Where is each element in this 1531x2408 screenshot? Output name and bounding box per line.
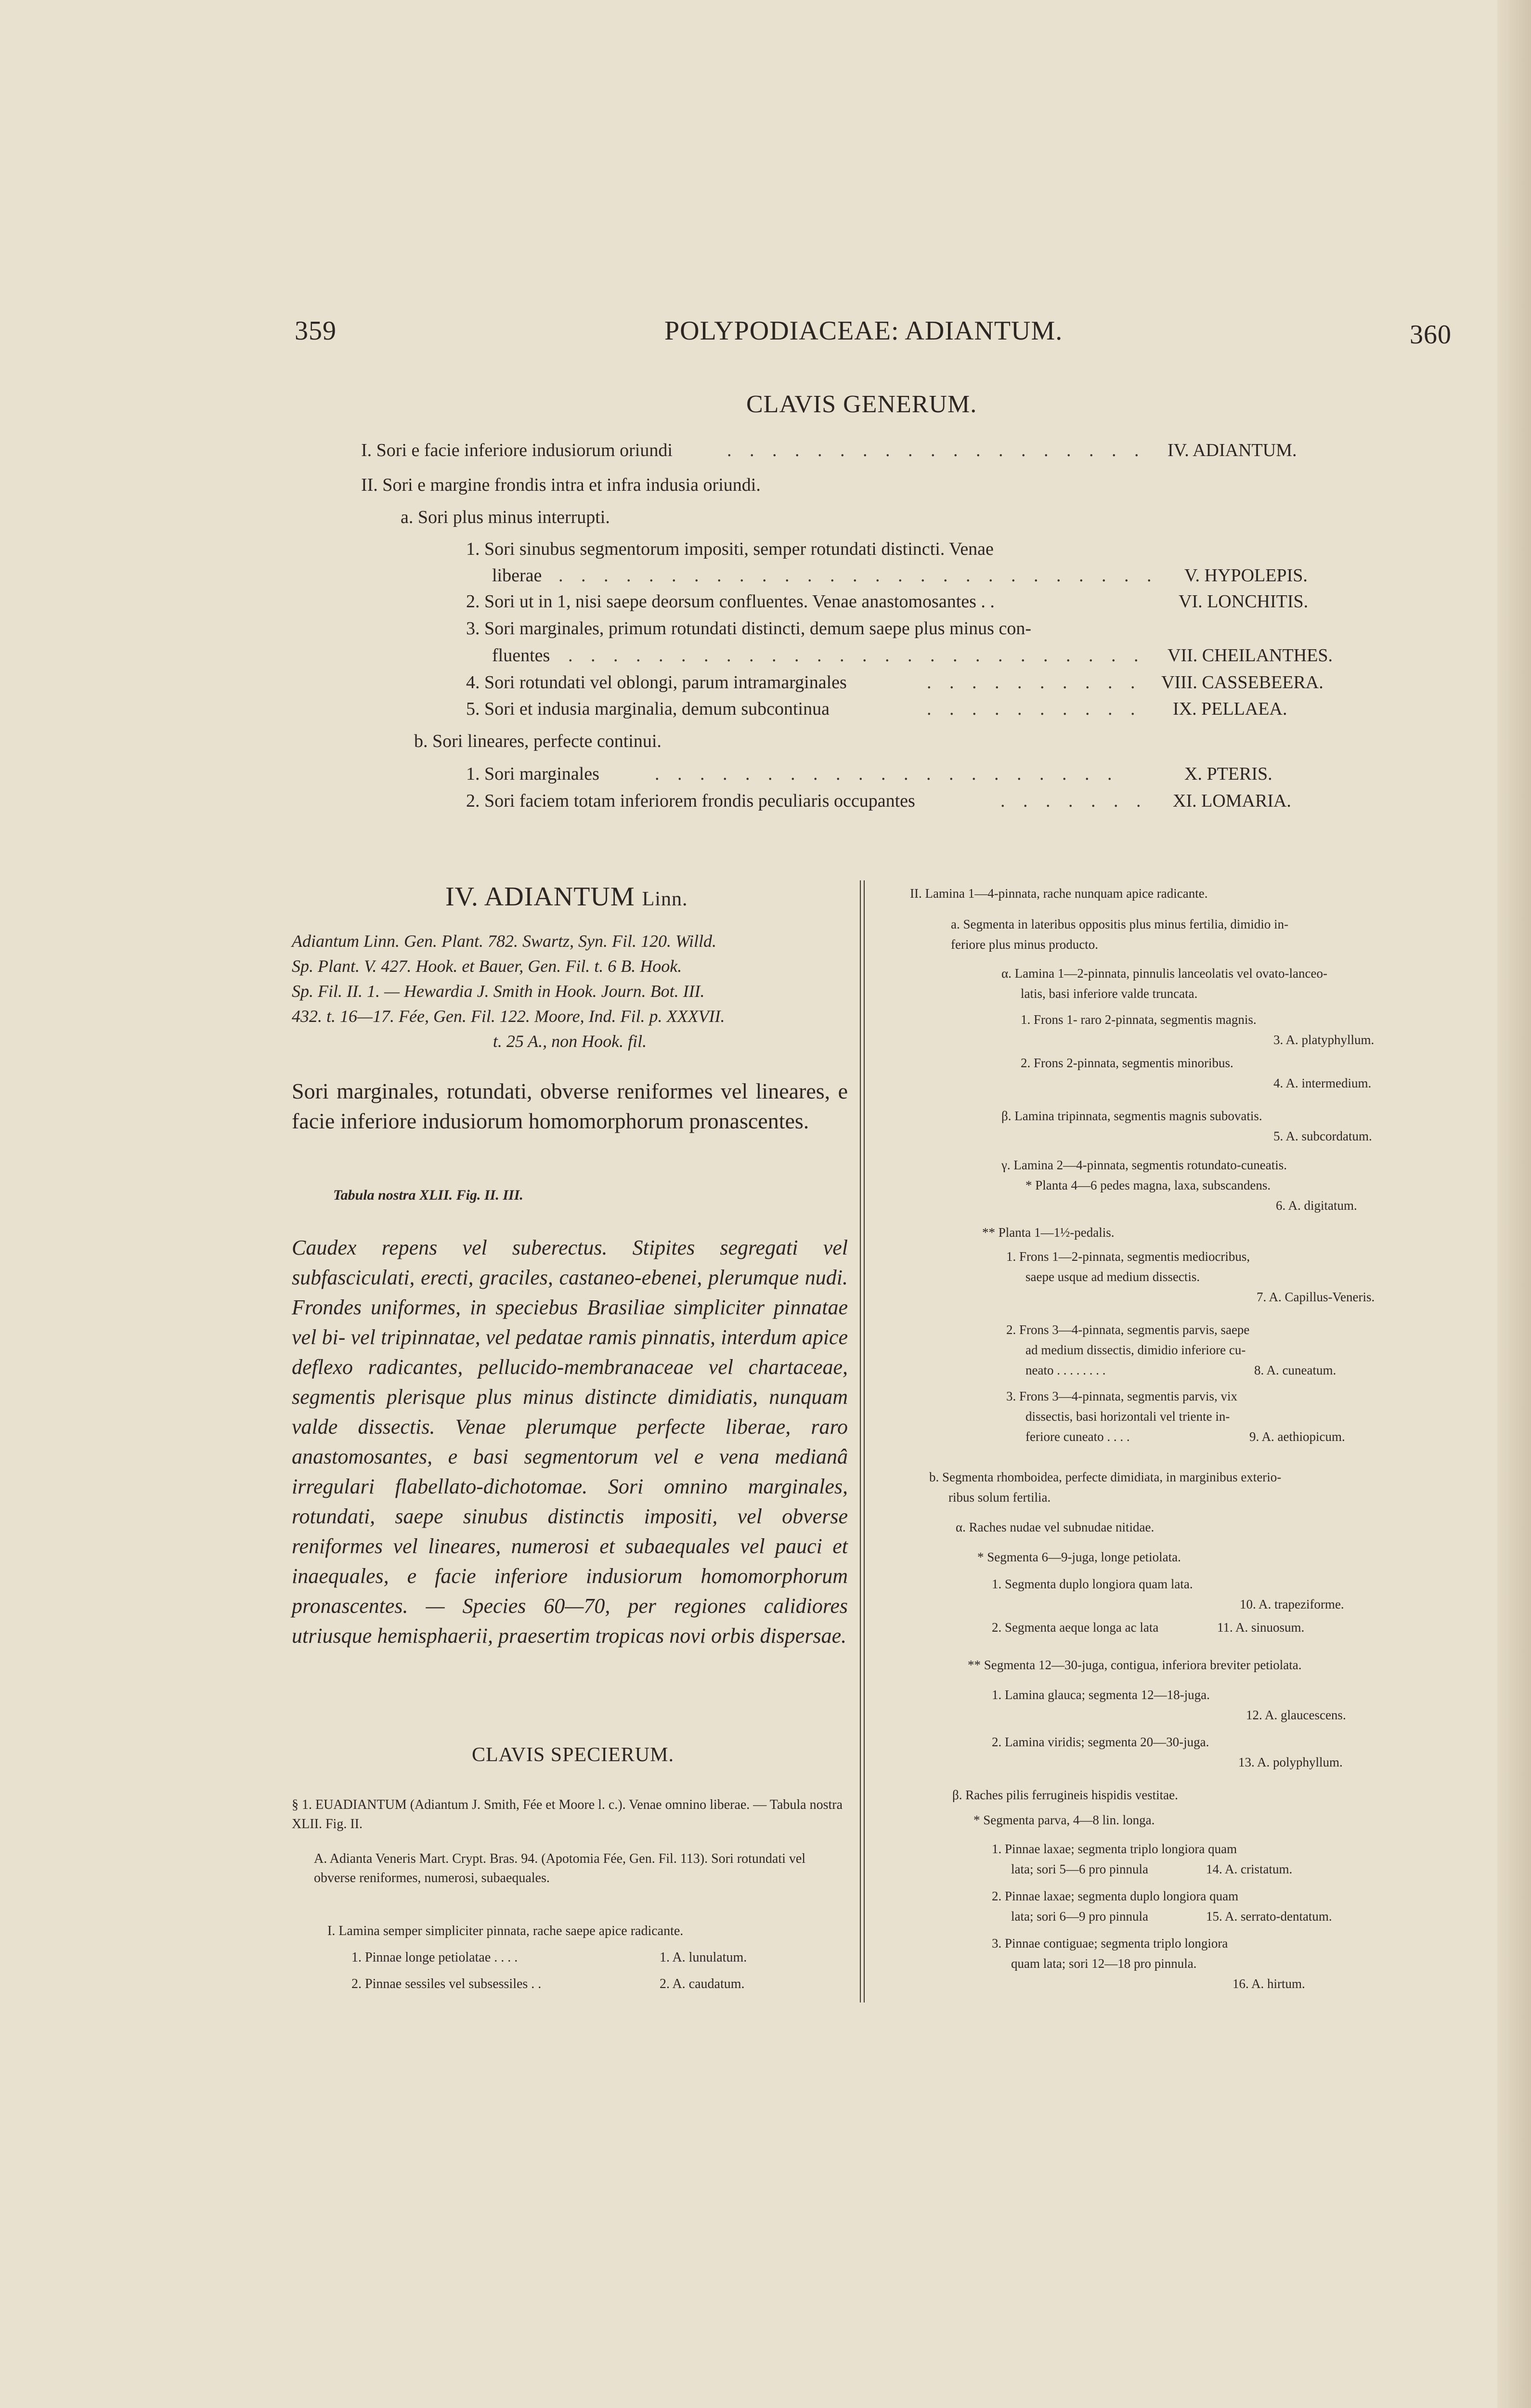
- key-line: liberae: [492, 565, 542, 586]
- key-line: lata; sori 5—6 pro pinnula: [1011, 1862, 1148, 1876]
- key-line: 2. Frons 2-pinnata, segmentis minoribus.: [1021, 1056, 1233, 1070]
- leader-dots: . . . . . . .: [1000, 791, 1148, 811]
- key-line: a. Sori plus minus interrupti.: [401, 507, 610, 527]
- key-line: quam lata; sori 12—18 pro pinnula.: [1011, 1956, 1197, 1971]
- clavis-specierum-title: CLAVIS SPECIERUM.: [472, 1744, 674, 1766]
- key-line: * Segmenta parva, 4—8 lin. longa.: [973, 1813, 1155, 1827]
- key-result: VII. CHEILANTHES.: [1168, 645, 1333, 666]
- key-line: 3. Frons 3—4-pinnata, segmentis parvis, vix: [1006, 1389, 1237, 1403]
- key-line: I. Sori e facie inferiore indusiorum oriundi: [361, 440, 673, 460]
- key-line: latis, basi inferiore valde truncata.: [1021, 986, 1198, 1001]
- leader-dots: . . . . . . . . . . . . . . . . . . .: [727, 440, 1146, 460]
- key-line: 2. Segmenta aeque longa ac lata: [992, 1620, 1159, 1635]
- leader-dots: . . . . . . . . . .: [927, 672, 1142, 693]
- column-divider: [860, 880, 865, 2002]
- citation-line: 432. t. 16—17. Fée, Gen. Fil. 122. Moore, Ind. Fil. p. XXXVII.: [292, 1007, 725, 1026]
- page-number-right: 360: [1410, 320, 1452, 350]
- leader-dots: . . . . . . . . . .: [927, 699, 1142, 719]
- key-line: α. Lamina 1—2-pinnata, pinnulis lanceolatis vel ovato-lanceo-: [1001, 966, 1327, 981]
- key-line: 1. Lamina glauca; segmenta 12—18-juga.: [992, 1688, 1210, 1702]
- clavis-generum-title: CLAVIS GENERUM.: [746, 391, 977, 418]
- species-name: 15. A. serrato-dentatum.: [1206, 1909, 1332, 1924]
- key-line: saepe usque ad medium dissectis.: [1025, 1269, 1200, 1284]
- key-line: 2. Sori ut in 1, nisi saepe deorsum confluentes. Venae anastomosantes . .: [466, 591, 995, 612]
- key-result: XI. LOMARIA.: [1173, 791, 1291, 811]
- key-line: ** Planta 1—1½-pedalis.: [982, 1225, 1115, 1240]
- key-line: neato . . . . . . . .: [1025, 1363, 1106, 1377]
- key-line: 2. Pinnae laxae; segmenta duplo longiora quam: [992, 1889, 1239, 1903]
- key-line: 1. Frons 1—2-pinnata, segmentis mediocribus,: [1006, 1249, 1250, 1264]
- species-name: 5. A. subcordatum.: [1273, 1129, 1372, 1143]
- species-name: 8. A. cuneatum.: [1254, 1363, 1336, 1377]
- species-name: 7. A. Capillus-Veneris.: [1257, 1290, 1375, 1304]
- genus-name: IV. ADIANTUM: [445, 882, 635, 912]
- key-line: 1. Sori marginales: [466, 764, 599, 784]
- species-name: 12. A. glaucescens.: [1246, 1708, 1346, 1722]
- key-line: γ. Lamina 2—4-pinnata, segmentis rotundato-cuneatis.: [1001, 1158, 1287, 1172]
- key-line: 5. Sori et indusia marginalia, demum subcontinua: [466, 699, 830, 719]
- group-i: I. Lamina semper simpliciter pinnata, rache saepe apice radicante.: [327, 1924, 684, 1938]
- species-name: 9. A. aethiopicum.: [1249, 1429, 1345, 1444]
- key-line: * Planta 4—6 pedes magna, laxa, subscandens.: [1025, 1178, 1271, 1192]
- citation-line: Sp. Fil. II. 1. — Hewardia J. Smith in Hook. Journ. Bot. III.: [292, 982, 705, 1001]
- page-number-left: 359: [295, 316, 337, 346]
- key-line: 2. Lamina viridis; segmenta 20—30-juga.: [992, 1735, 1209, 1749]
- key-result: IV. ADIANTUM.: [1168, 440, 1297, 460]
- species-name: 3. A. platyphyllum.: [1273, 1033, 1375, 1047]
- key-line: lata; sori 6—9 pro pinnula: [1011, 1909, 1148, 1924]
- key-line: dissectis, basi horizontali vel triente in-: [1025, 1409, 1230, 1424]
- key-line: fluentes: [492, 645, 550, 666]
- key-result: VI. LONCHITIS.: [1179, 591, 1309, 612]
- key-line: 3. Sori marginales, primum rotundati distincti, demum saepe plus minus con-: [466, 618, 1031, 639]
- species-name: 6. A. digitatum.: [1276, 1198, 1357, 1213]
- key-line: feriore cuneato . . . .: [1025, 1429, 1130, 1444]
- key-result: V. HYPOLEPIS.: [1184, 565, 1308, 586]
- key-line: 1. Pinnae longe petiolatae . . . .: [351, 1950, 518, 1965]
- genus-citations: [292, 929, 848, 1054]
- key-result: IX. PELLAEA.: [1173, 699, 1287, 719]
- key-line: 1. Sori sinubus segmentorum impositi, semper rotundati distincti. Venae: [466, 539, 994, 559]
- species-name: 4. A. intermedium.: [1273, 1076, 1372, 1090]
- species-name: 2. A. caudatum.: [660, 1976, 745, 1991]
- citation-line: Sp. Plant. V. 427. Hook. et Bauer, Gen. Fil. t. 6 B. Hook.: [292, 956, 682, 976]
- species-name: 1. A. lunulatum.: [660, 1950, 747, 1965]
- key-line: 1. Segmenta duplo longiora quam lata.: [992, 1577, 1193, 1591]
- key-line: β. Raches pilis ferrugineis hispidis vestitae.: [952, 1788, 1178, 1802]
- citation-line: Adiantum Linn. Gen. Plant. 782. Swartz, Syn. Fil. 120. Willd.: [292, 931, 716, 951]
- key-result: VIII. CASSEBEERA.: [1161, 672, 1323, 693]
- species-name: 11. A. sinuosum.: [1217, 1620, 1305, 1635]
- page-edge: [1497, 0, 1531, 2408]
- key-line: a. Segmenta in lateribus oppositis plus minus fertilia, dimidio in-: [951, 917, 1289, 931]
- genus-description: Caudex repens vel suberectus. Stipites segregati vel subfasciculati, erecti, graciles, castaneo-ebenei, plerumque nudi. Frondes uniformes, in speciebus Brasiliae simpliciter pinnatae vel bi- vel tripinnatae, vel pedatae ramis pinnatis, interdum apice deflexo radicantes, pellucido-membranaceae vel chartaceae, segmentis plerisque plus minus distincte dimidiatis, nunquam valde dissectis. Venae plerumque perfecte liberae, raro anastomosantes, e basi segmentorum vel e vena medianâ irregulari flabellato-dichotomae. Sori omnino marginales, rotundati, saepe sinubus distinctis impositi, vel obverse reniformes vel lineares, numerosi et subaequales vel pauci et inaequales, e facie inferiore indusiorum homomorphorum pronascentes. — Species 60—70, per regiones calidiores utriusque hemisphaerii, praesertim tropicas novi orbis dispersae.: [292, 1236, 848, 1648]
- key-line: 1. Frons 1- raro 2-pinnata, segmentis magnis.: [1021, 1012, 1257, 1027]
- group-a: A. Adianta Veneris Mart. Crypt. Bras. 94. (Apotomia Fée, Gen. Fil. 113). Sori rotundati vel obverse reniformes, numerosi, subaequales.: [314, 1851, 806, 1885]
- key-line: 2. Sori faciem totam inferiorem frondis peculiaris occupantes: [466, 791, 915, 811]
- key-line: ribus solum fertilia.: [948, 1490, 1051, 1505]
- key-result: X. PTERIS.: [1184, 764, 1272, 784]
- key-line: b. Segmenta rhomboidea, perfecte dimidiata, in marginibus exterio-: [929, 1470, 1282, 1484]
- key-line: β. Lamina tripinnata, segmentis magnis subovatis.: [1001, 1109, 1262, 1123]
- tabula-reference: Tabula nostra XLII. Fig. II. III.: [333, 1187, 523, 1203]
- genus-title: [445, 881, 688, 912]
- key-line: ** Segmenta 12—30-juga, contigua, inferiora breviter petiolata.: [968, 1658, 1302, 1672]
- key-line: feriore plus minus producto.: [951, 937, 1098, 952]
- species-name: 10. A. trapeziforme.: [1240, 1597, 1344, 1611]
- key-line: 2. Frons 3—4-pinnata, segmentis parvis, saepe: [1006, 1322, 1250, 1337]
- running-title: POLYPODIACEAE: ADIANTUM.: [664, 316, 1063, 346]
- key-line: 1. Pinnae laxae; segmenta triplo longiora quam: [992, 1842, 1237, 1856]
- section-1: § 1. EUADIANTUM (Adiantum J. Smith, Fée et Moore l. c.). Venae omnino liberae. — Tabula nostra XLII. Fig. II.: [292, 1797, 843, 1832]
- key-line: II. Lamina 1—4-pinnata, rache nunquam apice radicante.: [910, 886, 1208, 901]
- citation-line: t. 25 A., non Hook. fil.: [493, 1032, 647, 1051]
- key-line: 3. Pinnae contiguae; segmenta triplo longiora: [992, 1936, 1228, 1950]
- key-line: 4. Sori rotundati vel oblongi, parum intramarginales: [466, 672, 847, 693]
- key-line: b. Sori lineares, perfecte continui.: [414, 731, 662, 751]
- leader-dots: . . . . . . . . . . . . . . . . . . . . . . . . . .: [568, 645, 1145, 666]
- key-line: α. Raches nudae vel subnudae nitidae.: [956, 1520, 1155, 1534]
- leader-dots: . . . . . . . . . . . . . . . . . . . . . . . . . . .: [558, 565, 1158, 586]
- species-name: 14. A. cristatum.: [1206, 1862, 1293, 1876]
- species-name: 13. A. polyphyllum.: [1238, 1755, 1343, 1769]
- key-line: II. Sori e margine frondis intra et infra indusia oriundi.: [361, 475, 761, 495]
- leader-dots: . . . . . . . . . . . . . . . . . . . . .: [655, 764, 1119, 784]
- species-name: 16. A. hirtum.: [1233, 1976, 1305, 1991]
- sori-paragraph: Sori marginales, rotundati, obverse reniformes vel lineares, e facie inferiore indusiorum homomorphorum pronascentes.: [292, 1079, 848, 1133]
- genus-author: Linn.: [642, 888, 688, 910]
- key-line: * Segmenta 6—9-juga, longe petiolata.: [977, 1550, 1181, 1564]
- key-line: ad medium dissectis, dimidio inferiore cu-: [1025, 1343, 1246, 1357]
- key-line: 2. Pinnae sessiles vel subsessiles . .: [351, 1976, 542, 1991]
